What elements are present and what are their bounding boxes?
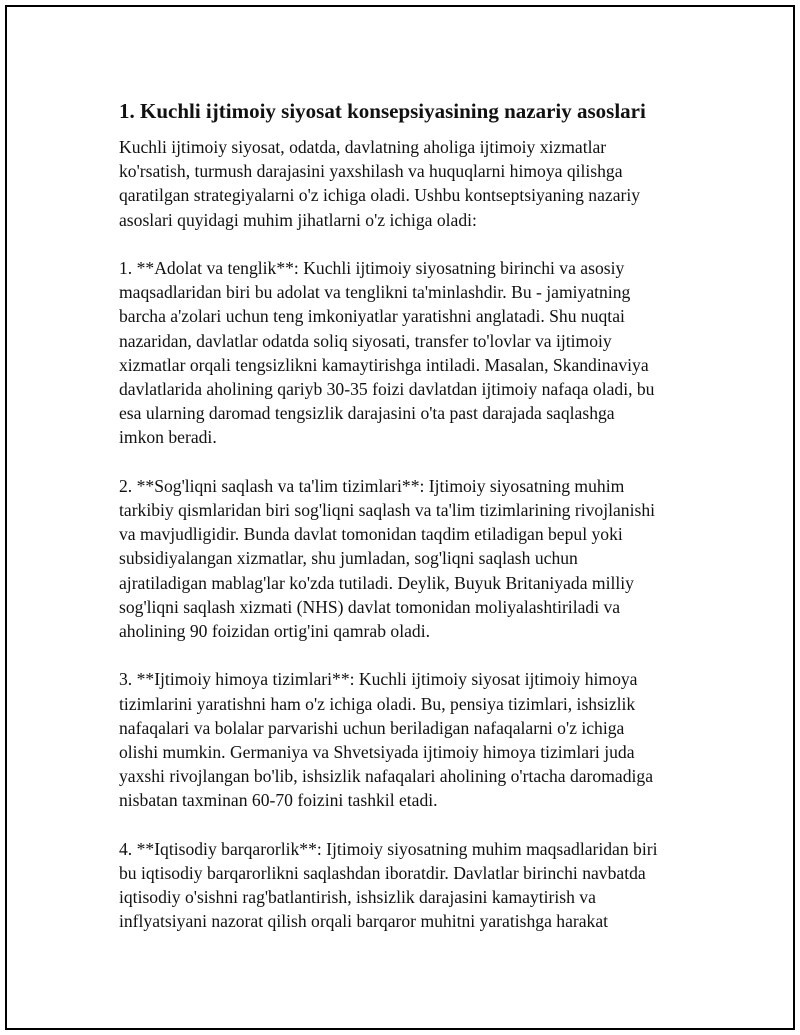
text-line: yaxshi rivojlangan bo'lib, ishsizlik nafaqalari aholining o'rtacha daromadiga xyxy=(119,766,653,787)
text-line: barcha a'zolari uchun teng imkoniyatlar yaratishni anglatadi. Shu nuqtai xyxy=(119,306,625,327)
text-line: nazaridan, davlatlar odatda soliq siyosati, transfer to'lovlar va ijtimoiy xyxy=(119,330,612,351)
document-body xyxy=(119,97,699,958)
text-line: iqtisodiy o'sishni rag'batlantirish, ishsizlik darajasini kamaytirish va xyxy=(119,887,596,908)
text-line: Kuchli ijtimoiy siyosat, odatda, davlatning aholiga ijtimoiy xizmatlar xyxy=(119,137,607,157)
paragraph-ijtimoiy-himoya xyxy=(119,667,699,812)
text-line: imkon beradi. xyxy=(119,427,217,448)
text-line: inflyatsiyani nazorat qilish orqali barqaror muhitni yaratishga harakat xyxy=(119,911,609,932)
text-line: asoslari quyidagi muhim jihatlarni o'z ichiga oladi: xyxy=(119,209,477,230)
text-line: olishi mumkin. Germaniya va Shvetsiyada ijtimoiy himoya tizimlari juda xyxy=(119,742,635,763)
text-line: ko'rsatish, turmush darajasini yaxshilash va huquqlarni himoya qilishga xyxy=(119,161,623,182)
text-line: va mavjudligidir. Bunda davlat tomonidan taqdim etiladigan bepul yoki xyxy=(119,524,623,545)
text-line: esa ularning daromad tengsizlik darajasini o'ta past darajada saqlashga xyxy=(119,403,615,424)
text-line: nisbatan taxminan 60-70 foizini tashkil etadi. xyxy=(119,790,438,811)
paragraph-iqtisodiy-barqarorlik xyxy=(119,837,699,934)
text-line: davlatlarida aholining qariyb 30-35 foizi davlatdan ijtimoiy nafaqa oladi, bu xyxy=(119,379,655,400)
paragraph-intro xyxy=(119,135,699,232)
section-heading: 1. Kuchli ijtimoiy siyosat konsepsiyasining nazariy asoslari xyxy=(119,99,646,123)
text-line: tizimlarini yaratishni ham o'z ichiga oladi. Bu, pensiya tizimlari, ishsizlik xyxy=(119,693,636,714)
text-line: ajratiladigan mablag'lar ko'zda tutiladi. Deylik, Buyuk Britaniyada milliy xyxy=(119,572,634,593)
text-line: aholining 90 foizidan ortig'ini qamrab oladi. xyxy=(119,621,430,642)
text-line: 1. **Adolat va tenglik**: Kuchli ijtimoiy siyosatning birinchi va asosiy xyxy=(119,258,625,278)
text-line: sog'liqni saqlash xizmati (NHS) davlat tomonidan moliyalashtiriladi va xyxy=(119,596,621,617)
text-line: qaratilgan strategiyalarni o'z ichiga oladi. Ushbu kontseptsiyaning nazariy xyxy=(119,185,641,206)
text-line: xizmatlar orqali tengsizlikni kamaytirishga intiladi. Masalan, Skandinaviya xyxy=(119,354,649,375)
text-line: 2. **Sog'liqni saqlash va ta'lim tizimlari**: Ijtimoiy siyosatning muhim xyxy=(119,475,625,496)
text-line: tarkibiy qismlaridan biri sog'liqni saqlash va ta'lim tizimlarining rivojlanishi xyxy=(119,500,656,521)
paragraph-adolat-va-tenglik xyxy=(119,256,699,450)
page-frame xyxy=(5,5,795,1030)
text-line: subsidiyalangan xizmatlar, shu jumladan, sog'liqni saqlash uchun xyxy=(119,548,578,569)
text-line: 4. **Iqtisodiy barqarorlik**: Ijtimoiy siyosatning muhim maqsadlaridan biri xyxy=(119,838,658,859)
text-line: nafaqalari va bolalar parvarishi uchun beriladigan nafaqalarni o'z ichiga xyxy=(119,717,625,738)
text-line: 3. **Ijtimoiy himoya tizimlari**: Kuchli ijtimoiy siyosat ijtimoiy himoya xyxy=(119,669,638,690)
text-line: bu iqtisodiy barqarorlikni saqlashdan iboratdir. Davlatlar birinchi navbatda xyxy=(119,863,646,884)
text-line: maqsadlaridan biri bu adolat va tenglikni ta'minlashdir. Bu - jamiyatning xyxy=(119,282,631,303)
paragraph-soglikni-saqlash xyxy=(119,474,699,643)
